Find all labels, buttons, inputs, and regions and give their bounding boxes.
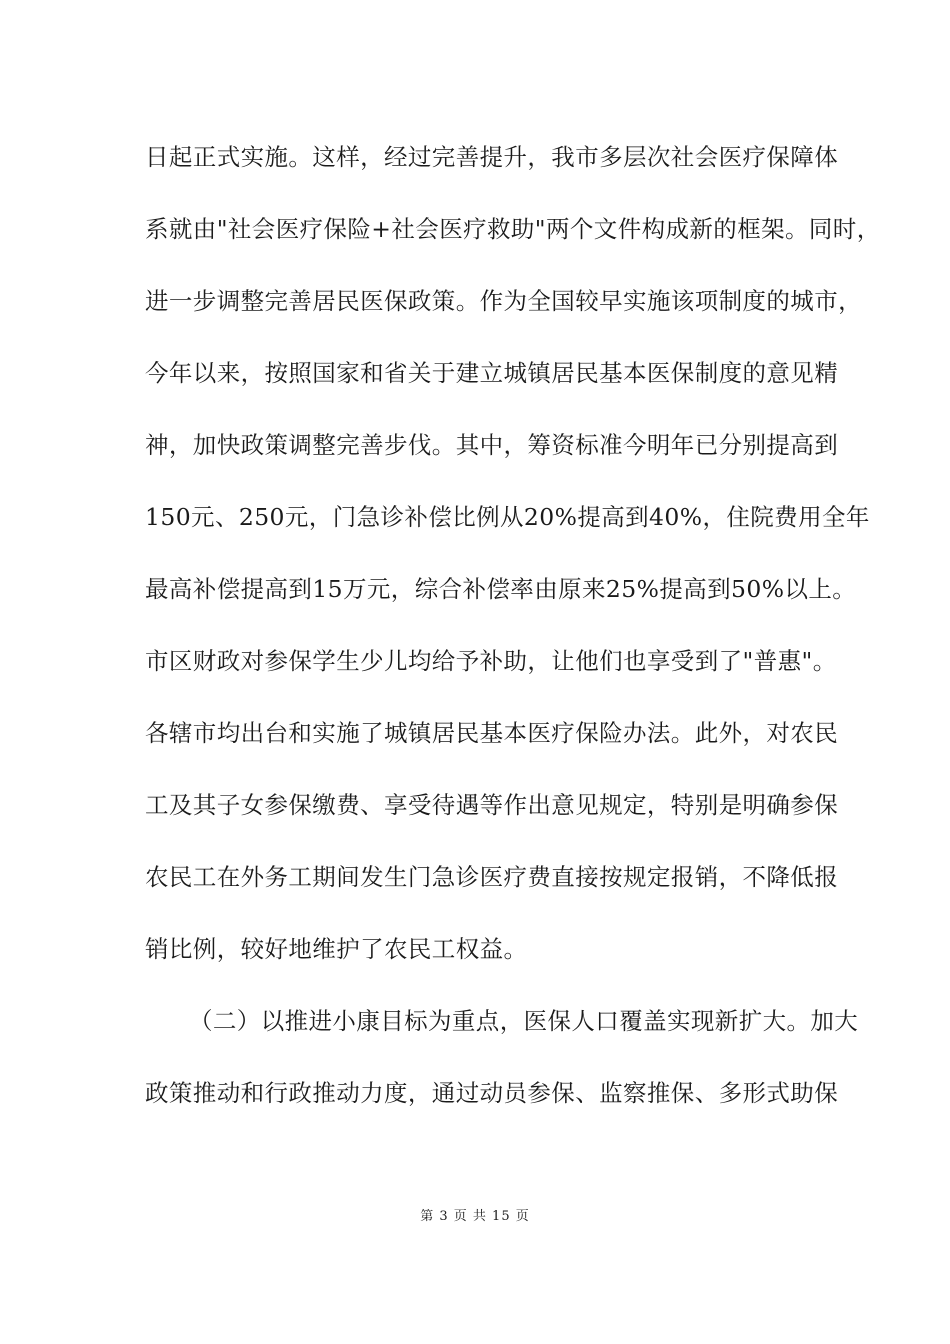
page-number-footer: 第 3 页 共 15 页: [420, 1209, 530, 1224]
body-text-line: 农民工在外务工期间发生门急诊医疗费直接按规定报销，不降低报: [145, 863, 839, 891]
body-text-line: 各辖市均出台和实施了城镇居民基本医疗保险办法。此外，对农民: [145, 719, 839, 747]
body-text-line: 最高补偿提高到15万元，综合补偿率由原来25%提高到50%以上。: [145, 575, 857, 603]
body-text-line: 市区财政对参保学生少儿均给予补助，让他们也享受到了"普惠"。: [145, 647, 837, 675]
body-text-line: 日起正式实施。这样，经过完善提升，我市多层次社会医疗保障体: [145, 143, 839, 171]
body-text-line: 150元、250元，门急诊补偿比例从20%提高到40%，住院费用全年: [145, 503, 870, 531]
body-text-line: 政策推动和行政推动力度，通过动员参保、监察推保、多形式助保: [145, 1079, 839, 1107]
body-text-line: 系就由"社会医疗保险+社会医疗救助"两个文件构成新的框架。同时，: [145, 215, 881, 243]
body-text-line: 神，加快政策调整完善步伐。其中，筹资标准今明年已分别提高到: [145, 431, 839, 459]
body-text-line: 今年以来，按照国家和省关于建立城镇居民基本医保制度的意见精: [145, 359, 839, 387]
body-text-line: 工及其子女参保缴费、享受待遇等作出意见规定，特别是明确参保: [145, 791, 839, 819]
paragraph-start-line: （二）以推进小康目标为重点，医保人口覆盖实现新扩大。加大: [189, 1007, 859, 1035]
body-text-line: 进一步调整完善居民医保政策。作为全国较早实施该项制度的城市，: [145, 287, 862, 315]
body-text-line: 销比例，较好地维护了农民工权益。: [145, 935, 528, 963]
